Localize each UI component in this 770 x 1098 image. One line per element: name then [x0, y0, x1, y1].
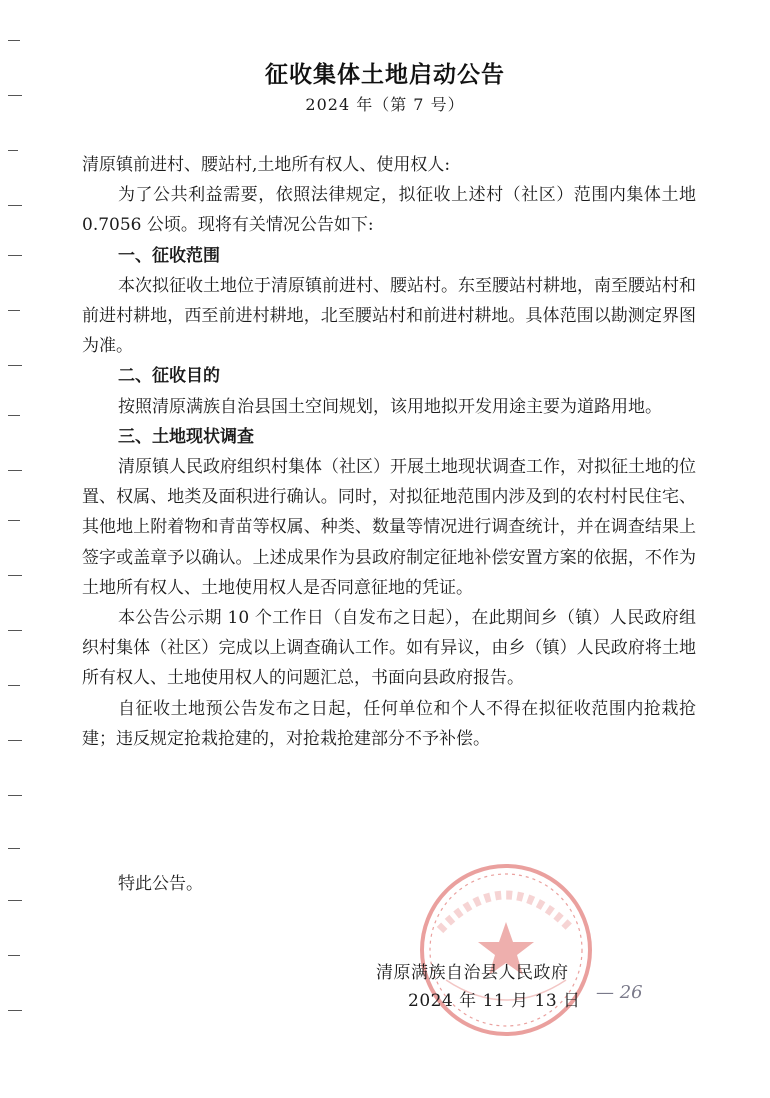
closing-remark: 特此公告。: [118, 874, 203, 894]
document-number: 2024 年（第 7 号）: [305, 95, 465, 114]
prohibition-paragraph: 自征收土地预公告发布之日起，任何单位和个人不得在拟征收范围内抢栽抢建；违反规定抢栽抢建的，对抢栽抢建部分不予补偿。: [82, 698, 696, 749]
scan-margin-marks: [0, 0, 30, 1098]
scope-paragraph: 本次拟征收土地位于清原镇前进村、腰站村。东至腰站村耕地，南至腰站村和前进村耕地，西至前进村耕地，北至腰站村和前进村耕地。具体范围以勘测定界图为准。: [82, 275, 696, 357]
section-heading-purpose: 二、征收目的: [118, 366, 220, 387]
official-seal-stamp: [416, 860, 596, 1040]
survey-paragraph: 清原镇人民政府组织村集体（社区）开展土地现状调查工作，对拟征土地的位置、权属、地类及面积进行确认。同时，对拟征地范围内涉及到的农村村民住宅、其他地上附着物和青苗等权属、种类、数量等情况进行调查统计，并在调查结果上签字或盖章予以确认。上述成果作为县政府制定征地补偿安置方案的依据，不作为土地所有权人、土地使用权人是否同意征地的凭证。: [82, 457, 696, 598]
section-heading-survey: 三、土地现状调查: [118, 426, 254, 447]
handwritten-note: — 26: [596, 982, 643, 1003]
section-heading-scope: 一、征收范围: [118, 245, 220, 266]
signing-date: 2024 年 11 月 13 日: [408, 991, 581, 1011]
notice-period-paragraph: 本公告公示期 10 个工作日（自发布之日起），在此期间乡（镇）人民政府组织村集体（社区）完成以上调查确认工作。如有异议，由乡（镇）人民政府将土地所有权人、土地使用权人的问题汇总，书面向县政府报告。: [82, 608, 696, 689]
signatory-organization: 清原满族自治县人民政府: [376, 963, 569, 983]
document-title: 征收集体土地启动公告: [265, 62, 505, 88]
document-body: [82, 150, 696, 754]
intro-paragraph: 为了公共利益需要，依照法律规定，拟征收上述村（社区）范围内集体土地 0.7056 公顷。现将有关情况公告如下:: [82, 185, 696, 236]
salutation: 清原镇前进村、腰站村,土地所有权人、使用权人:: [82, 155, 451, 175]
purpose-paragraph: 按照清原满族自治县国土空间规划，该用地拟开发用途主要为道路用地。: [118, 396, 662, 417]
